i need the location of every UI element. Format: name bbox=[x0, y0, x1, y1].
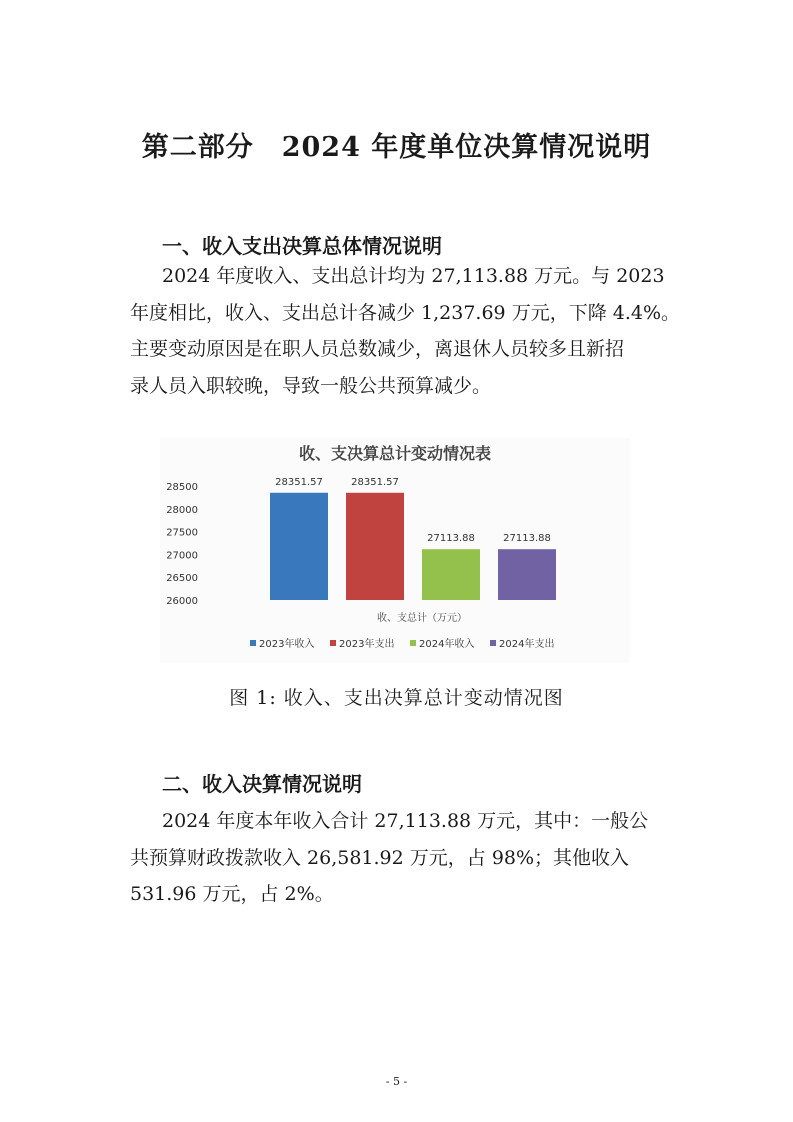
section1-paragraph bbox=[130, 258, 680, 404]
chart-title: 收、支决算总计变动情况表 bbox=[298, 444, 492, 463]
legend-label: 2023年收入 bbox=[259, 639, 315, 650]
legend-swatch bbox=[490, 640, 496, 646]
legend-swatch bbox=[330, 640, 336, 646]
y-tick-label: 27500 bbox=[166, 527, 198, 539]
y-tick-label: 26500 bbox=[166, 573, 198, 585]
bar-1 bbox=[270, 493, 328, 600]
legend-swatch bbox=[250, 640, 256, 646]
x-axis-label: 收、支总计（万元） bbox=[377, 613, 467, 624]
bar-2 bbox=[346, 493, 404, 600]
data-label: 28351.57 bbox=[351, 476, 399, 488]
paragraph-line: 主要变动原因是在职人员总数减少，离退休人员较多且新招 bbox=[130, 338, 625, 361]
section1-heading: 一、收入支出决算总体情况说明 bbox=[162, 234, 442, 258]
legend-swatch bbox=[410, 640, 416, 646]
legend-label: 2023年支出 bbox=[339, 639, 395, 650]
legend-label: 2024年收入 bbox=[419, 639, 475, 650]
page-number: - 5 - bbox=[385, 1075, 408, 1088]
data-label: 28351.57 bbox=[275, 476, 323, 488]
bar-chart bbox=[160, 438, 630, 663]
paragraph-line: 共预算财政拨款收入 26,581.92 万元，占 98%；其他收入 bbox=[130, 846, 630, 869]
y-tick-label: 27000 bbox=[166, 550, 198, 562]
paragraph-line: 531.96 万元，占 2%。 bbox=[130, 883, 334, 906]
y-tick-label: 28000 bbox=[166, 504, 198, 516]
legend-label: 2024年支出 bbox=[499, 639, 555, 650]
data-label: 27113.88 bbox=[427, 533, 475, 545]
figure-caption: 图 1: 收入、支出决算总计变动情况图 bbox=[229, 687, 564, 709]
chart-canvas bbox=[160, 438, 630, 663]
paragraph-line: 录人员入职较晚，导致一般公共预算减少。 bbox=[130, 374, 492, 397]
paragraph-line: 2024 年度本年收入合计 27,113.88 万元，其中：一般公 bbox=[162, 810, 649, 832]
paragraph-line: 2024 年度收入、支出总计均为 27,113.88 万元。与 2023 bbox=[162, 265, 665, 287]
y-tick-label: 28500 bbox=[166, 482, 198, 493]
paragraph-line: 年度相比，收入、支出总计各减少 1,237.69 万元，下降 4.4%。 bbox=[130, 301, 680, 324]
data-label: 27113.88 bbox=[503, 533, 551, 545]
y-tick-label: 26000 bbox=[166, 596, 198, 607]
section2-heading: 二、收入决算情况说明 bbox=[162, 772, 362, 796]
bar-3 bbox=[422, 549, 480, 600]
page-title: 第二部分 2024 年度单位决算情况说明 bbox=[141, 132, 652, 163]
section2-paragraph bbox=[130, 803, 670, 913]
bar-4 bbox=[498, 549, 556, 600]
